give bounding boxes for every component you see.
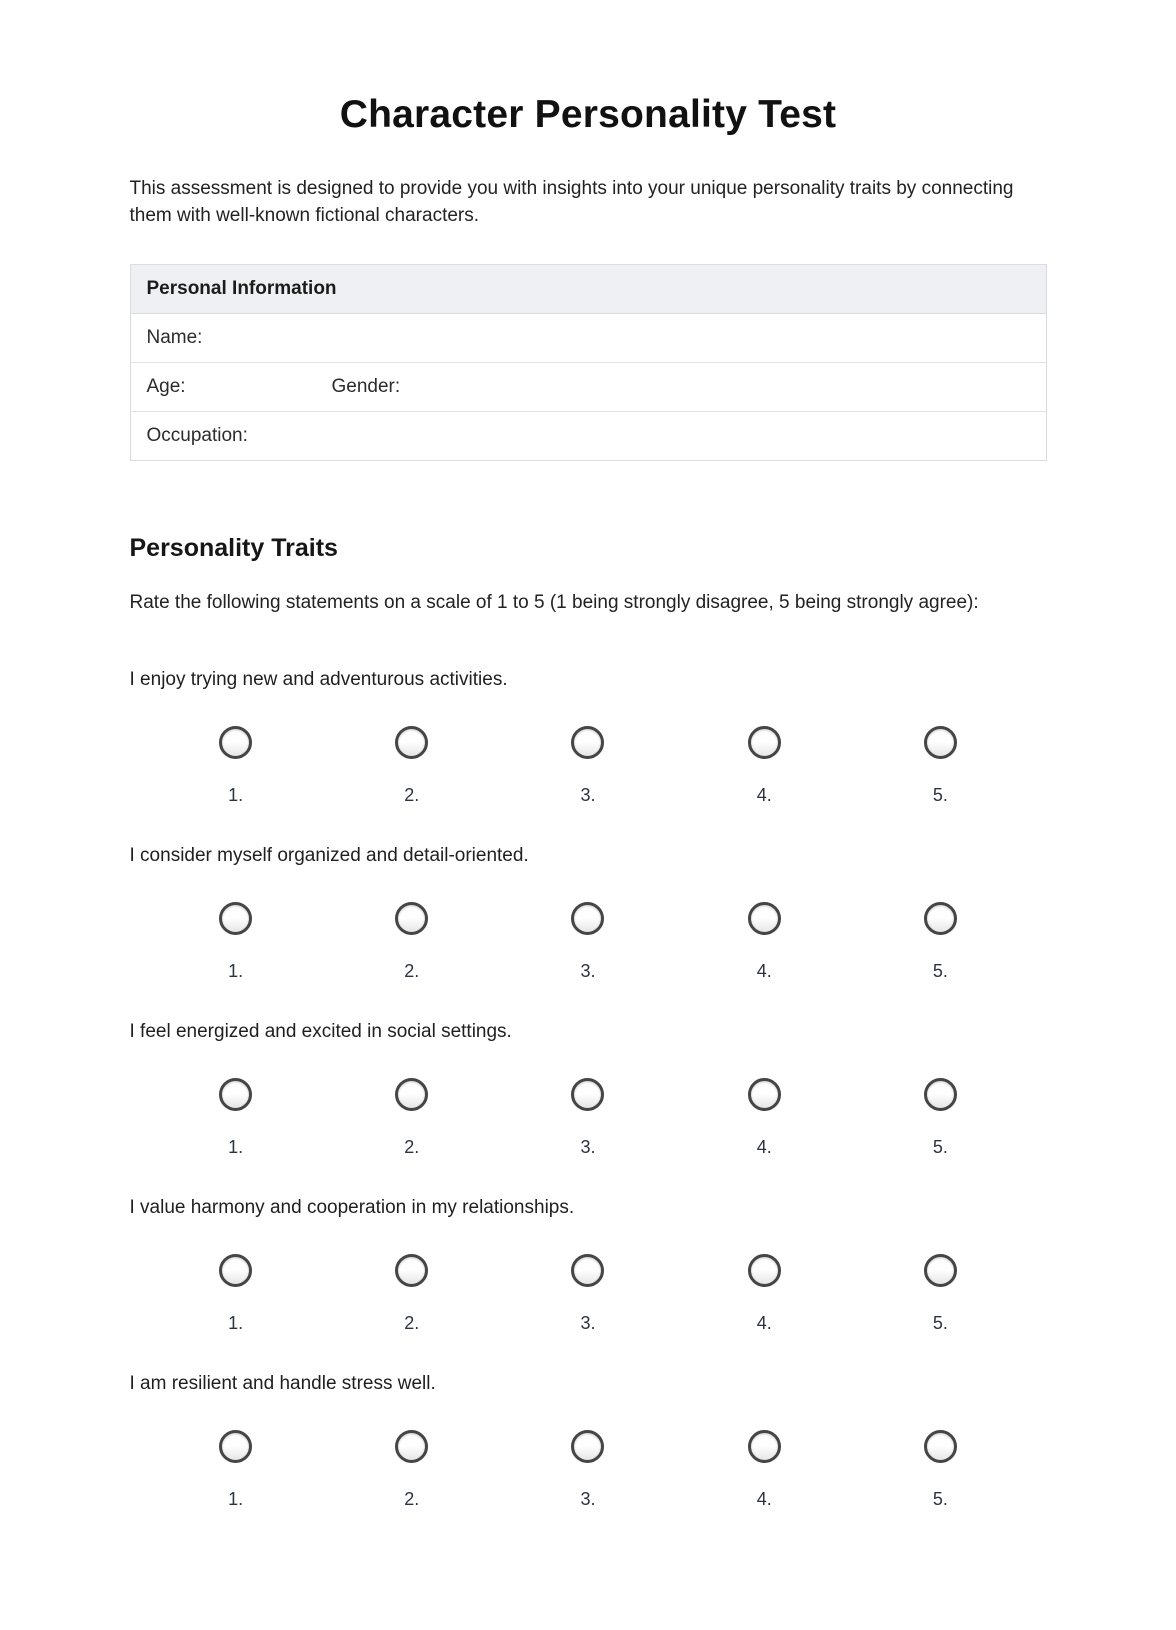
scale-label-3: 3. — [580, 1488, 596, 1509]
scale-label-2: 2. — [404, 1488, 420, 1509]
radio-option-3[interactable] — [571, 726, 604, 759]
question-block — [130, 1020, 1047, 1158]
traits-section-heading: Personality Traits — [129, 533, 338, 562]
occupation-label: Occupation: — [146, 424, 248, 446]
question-block — [130, 844, 1047, 982]
scale-label-2: 2. — [404, 960, 420, 981]
scale-label-4: 4. — [756, 960, 772, 981]
radio-option-2[interactable] — [395, 902, 428, 935]
scale-label-5: 5. — [932, 784, 948, 805]
scale-label-4: 4. — [756, 1488, 772, 1509]
gender-field[interactable] — [332, 376, 401, 398]
radio-option-4[interactable] — [748, 902, 781, 935]
radio-option-5[interactable] — [924, 1254, 957, 1287]
intro-text: This assessment is designed to provide you with insights into your unique personality traits by connecting them with well-known fictional characters. — [129, 177, 1014, 226]
scale-label-3: 3. — [580, 1136, 596, 1157]
radio-option-5[interactable] — [924, 1430, 957, 1463]
gender-label: Gender: — [331, 375, 401, 397]
rating-radio-row — [130, 1430, 1047, 1463]
scale-label-1: 1. — [228, 1312, 244, 1333]
scale-label-3: 3. — [580, 1312, 596, 1333]
scale-label-row — [130, 1313, 1047, 1334]
radio-option-5[interactable] — [924, 902, 957, 935]
traits-instructions: Rate the following statements on a scale of 1 to 5 (1 being strongly disagree, 5 being strongly agree): — [129, 591, 979, 613]
age-label: Age: — [146, 375, 186, 397]
name-label: Name: — [146, 326, 203, 348]
age-field[interactable] — [147, 376, 332, 398]
personal-info-header: Personal Information — [131, 265, 1046, 314]
question-statement: I value harmony and cooperation in my relationships. — [129, 1196, 575, 1218]
radio-option-5[interactable] — [924, 726, 957, 759]
rating-radio-row — [130, 1254, 1047, 1287]
scale-label-row — [130, 961, 1047, 982]
radio-option-1[interactable] — [219, 726, 252, 759]
scale-label-3: 3. — [580, 784, 596, 805]
question-statement: I am resilient and handle stress well. — [129, 1372, 436, 1394]
scale-label-1: 1. — [228, 784, 244, 805]
question-statement: I enjoy trying new and adventurous activities. — [129, 668, 508, 690]
form-page — [130, 0, 1047, 1510]
scale-label-4: 4. — [756, 1312, 772, 1333]
question-block — [130, 668, 1047, 806]
scale-label-row — [130, 1137, 1047, 1158]
rating-radio-row — [130, 902, 1047, 935]
name-field-row[interactable] — [131, 314, 1046, 362]
page-title: Character Personality Test — [339, 93, 837, 136]
scale-label-1: 1. — [228, 1488, 244, 1509]
radio-option-2[interactable] — [395, 726, 428, 759]
question-block — [130, 1372, 1047, 1510]
question-statement: I feel energized and excited in social settings. — [129, 1020, 512, 1042]
radio-option-3[interactable] — [571, 1254, 604, 1287]
radio-option-1[interactable] — [219, 1078, 252, 1111]
radio-option-4[interactable] — [748, 726, 781, 759]
personal-info-table — [130, 264, 1047, 461]
radio-option-2[interactable] — [395, 1430, 428, 1463]
radio-option-1[interactable] — [219, 1430, 252, 1463]
scale-label-2: 2. — [404, 1312, 420, 1333]
rating-radio-row — [130, 726, 1047, 759]
radio-option-1[interactable] — [219, 1254, 252, 1287]
scale-label-5: 5. — [932, 1136, 948, 1157]
scale-label-4: 4. — [756, 1136, 772, 1157]
rating-radio-row — [130, 1078, 1047, 1111]
radio-option-4[interactable] — [748, 1430, 781, 1463]
scale-label-3: 3. — [580, 960, 596, 981]
scale-label-2: 2. — [404, 1136, 420, 1157]
occupation-field-row[interactable] — [131, 411, 1046, 460]
scale-label-1: 1. — [228, 1136, 244, 1157]
radio-option-4[interactable] — [748, 1078, 781, 1111]
question-statement: I consider myself organized and detail-oriented. — [129, 844, 529, 866]
age-gender-field-row[interactable] — [131, 362, 1046, 411]
radio-option-3[interactable] — [571, 1078, 604, 1111]
scale-label-row — [130, 785, 1047, 806]
radio-option-4[interactable] — [748, 1254, 781, 1287]
scale-label-row — [130, 1489, 1047, 1510]
radio-option-5[interactable] — [924, 1078, 957, 1111]
scale-label-5: 5. — [932, 1488, 948, 1509]
scale-label-5: 5. — [932, 960, 948, 981]
radio-option-1[interactable] — [219, 902, 252, 935]
scale-label-2: 2. — [404, 784, 420, 805]
questions-list — [130, 668, 1047, 1510]
radio-option-2[interactable] — [395, 1078, 428, 1111]
scale-label-4: 4. — [756, 784, 772, 805]
radio-option-3[interactable] — [571, 1430, 604, 1463]
scale-label-1: 1. — [228, 960, 244, 981]
scale-label-5: 5. — [932, 1312, 948, 1333]
radio-option-3[interactable] — [571, 902, 604, 935]
radio-option-2[interactable] — [395, 1254, 428, 1287]
question-block — [130, 1196, 1047, 1334]
